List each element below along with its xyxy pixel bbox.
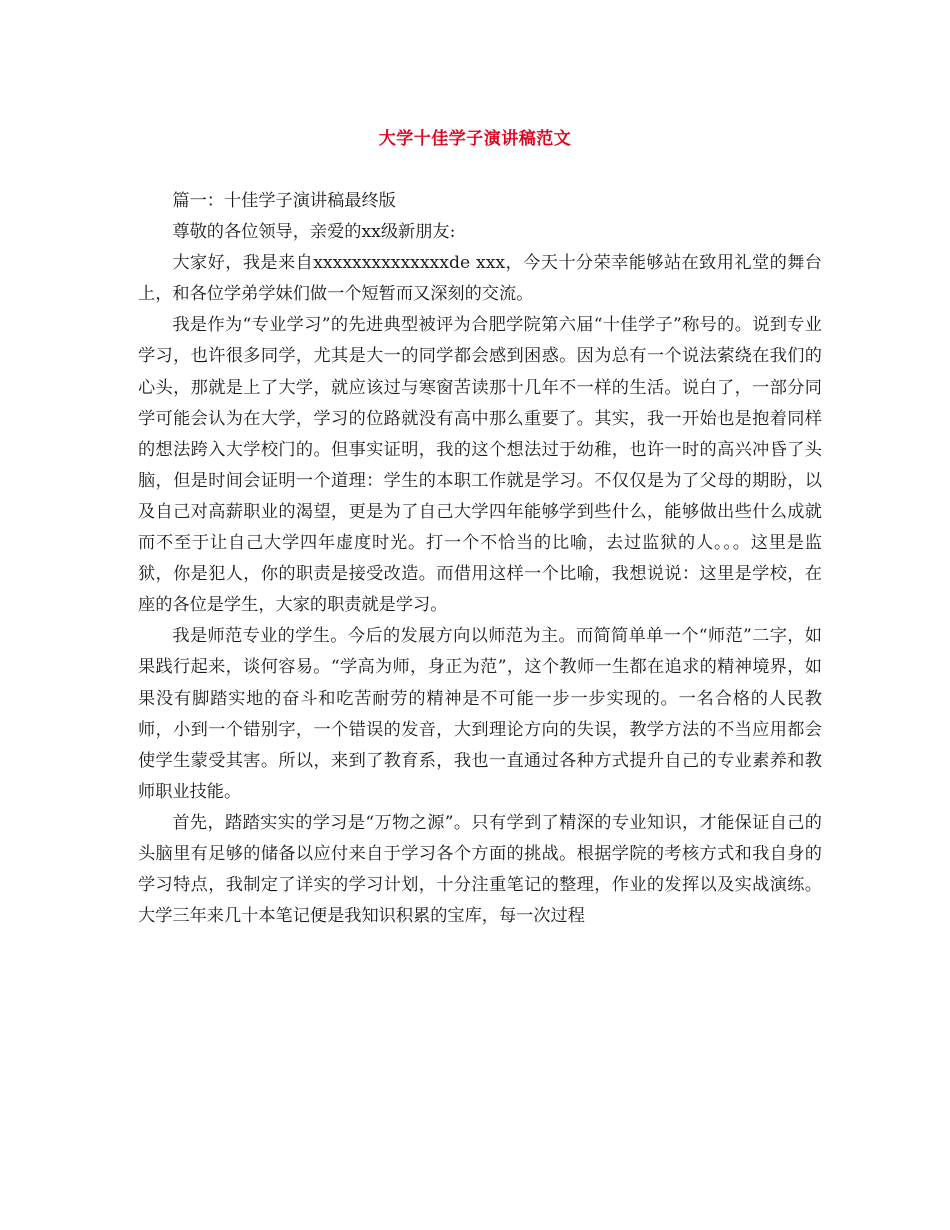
paragraph: 大家好，我是来自xxxxxxxxxxxxxxde xxx，今天十分荣幸能够站在致用礼堂的舞台上，和各位学弟学妹们做一个短暂而又深刻的交流。 <box>138 253 822 305</box>
document-body <box>138 186 822 932</box>
paragraph: 我是作为“专业学习”的先进典型被评为合肥学院第六届“十佳学子”称号的。说到专业学习，也许很多同学，尤其是大一的同学都会感到困惑。因为总有一个说法萦绕在我们的心头，那就是上了大学，就应该过与寒窗苦读那十几年不一样的生活。说白了，一部分同学可能会认为在大学，学习的位路就没有高中那么重要了。其实，我一开始也是抱着同样的想法跨入大学校门的。但事实证明，我的这个想法过于幼稚，也许一时的高兴冲昏了头脑，但是时间会证明一个道理：学生的本职工作就是学习。不仅仅是为了父母的期盼，以及自己对高薪职业的渴望，更是为了自己大学四年能够学到些什么，能够做出些什么成就而不至于让自己大学四年虚度时光。打一个不恰当的比喻，去过监狱的人。。。这里是监狱，你是犯人，你的职责是接受改造。而借用这样一个比喻，我想说说：这里是学校，在座的各位是学生，大家的职责就是学习。 <box>138 315 822 616</box>
section-heading: 篇一：十佳学子演讲稿最终版 <box>172 191 396 211</box>
paragraph: 我是师范专业的学生。今后的发展方向以师范为主。而简简单单一个“师范”二字，如果践行起来，谈何容易。“学高为师，身正为范”，这个教师一生都在追求的精神境界，如果没有脚踏实地的奋斗和吃苦耐劳的精神是不可能一步一步实现的。一名合格的人民教师，小到一个错别字，一个错误的发音，大到理论方向的失误，教学方法的不当应用都会使学生蒙受其害。所以，来到了教育系，我也一直通过各种方式提升自己的专业素养和教师职业技能。 <box>138 626 822 802</box>
document-title: 大学十佳学子演讲稿范文 <box>378 129 572 149</box>
salutation: 尊敬的各位领导，亲爱的xx级新朋友: <box>172 222 456 243</box>
paragraph: 首先，踏踏实实的学习是“万物之源”。只有学到了精深的专业知识，才能保证自己的头脑里有足够的储备以应付来自于学习各个方面的挑战。根据学院的考核方式和我自身的学习特点，我制定了详实的学习计划，十分注重笔记的整理，作业的发挥以及实战演练。大学三年来几十本笔记便是我知识积累的宝库，每一次过程 <box>138 812 822 927</box>
